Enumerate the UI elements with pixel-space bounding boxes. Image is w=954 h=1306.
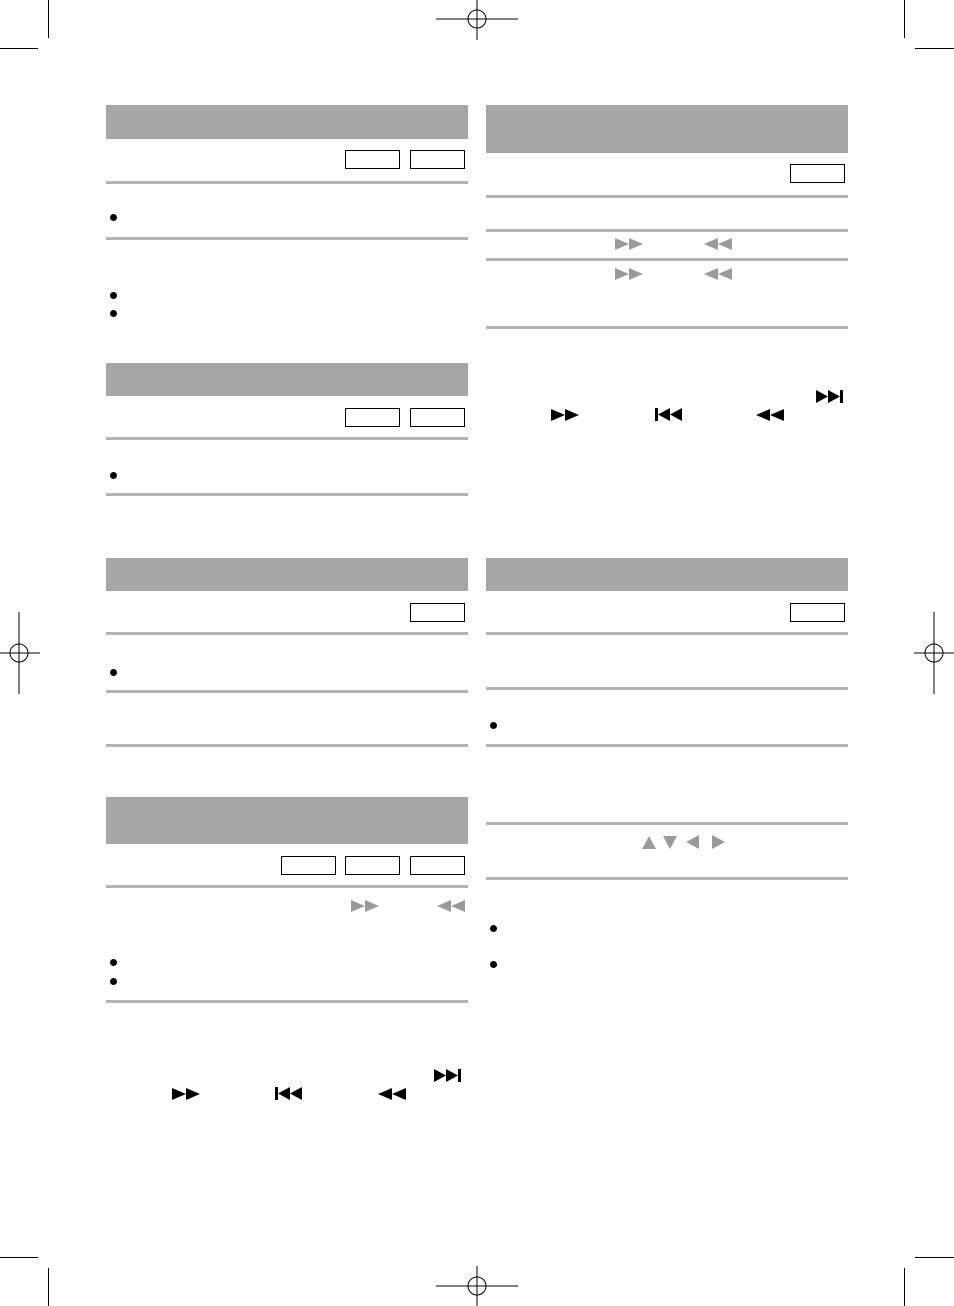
divider bbox=[486, 632, 848, 635]
section-header bbox=[106, 558, 468, 591]
bullet bbox=[110, 310, 117, 317]
cursor-up-icon bbox=[642, 836, 656, 849]
divider bbox=[106, 885, 468, 888]
fast-forward-icon bbox=[615, 238, 644, 250]
section-header bbox=[106, 105, 468, 139]
divider bbox=[106, 690, 468, 693]
disc-type-box bbox=[281, 856, 336, 875]
divider bbox=[486, 326, 848, 329]
divider bbox=[106, 493, 468, 496]
disc-type-box bbox=[790, 164, 845, 183]
section-header bbox=[486, 105, 848, 153]
disc-type-box bbox=[345, 856, 400, 875]
crop-mark bbox=[904, 0, 905, 38]
registration-mark-icon bbox=[436, 0, 518, 40]
bullet bbox=[490, 961, 497, 968]
crop-mark bbox=[0, 48, 38, 49]
divider bbox=[106, 181, 468, 184]
divider bbox=[106, 1000, 468, 1003]
divider bbox=[106, 237, 468, 240]
disc-type-box bbox=[410, 408, 465, 427]
crop-mark bbox=[48, 0, 49, 38]
fast-forward-icon bbox=[615, 268, 644, 280]
crop-mark bbox=[904, 1268, 905, 1306]
fast-forward-icon bbox=[172, 1088, 201, 1100]
divider bbox=[486, 877, 848, 880]
bullet bbox=[110, 292, 117, 299]
divider bbox=[486, 744, 848, 747]
skip-previous-icon bbox=[655, 408, 683, 421]
crop-mark bbox=[0, 1257, 38, 1258]
section-header bbox=[106, 363, 468, 396]
divider bbox=[486, 229, 848, 232]
section-header bbox=[486, 558, 848, 591]
fast-reverse-icon bbox=[378, 1088, 407, 1100]
registration-mark-icon bbox=[0, 612, 40, 694]
divider bbox=[106, 632, 468, 635]
cursor-down-icon bbox=[663, 836, 677, 849]
divider bbox=[486, 822, 848, 825]
crop-mark bbox=[915, 1257, 954, 1258]
fast-forward-icon bbox=[351, 900, 380, 912]
bullet bbox=[110, 669, 117, 676]
divider bbox=[486, 195, 848, 198]
fast-reverse-icon bbox=[704, 238, 733, 250]
disc-type-box bbox=[410, 603, 465, 622]
bullet bbox=[110, 959, 117, 966]
bullet bbox=[490, 722, 497, 729]
bullet bbox=[490, 925, 497, 932]
divider bbox=[486, 687, 848, 690]
fast-reverse-icon bbox=[437, 900, 466, 912]
skip-previous-icon bbox=[275, 1087, 303, 1100]
section-header bbox=[106, 797, 468, 844]
divider bbox=[486, 258, 848, 261]
skip-next-icon bbox=[434, 1069, 462, 1082]
fast-reverse-icon bbox=[704, 268, 733, 280]
disc-type-box bbox=[345, 150, 400, 169]
divider bbox=[106, 437, 468, 440]
fast-reverse-icon bbox=[756, 409, 785, 421]
disc-type-box bbox=[790, 603, 845, 622]
fast-forward-icon bbox=[551, 409, 580, 421]
cursor-right-icon bbox=[712, 835, 725, 849]
bullet bbox=[110, 214, 117, 221]
skip-next-icon bbox=[816, 390, 844, 403]
crop-mark bbox=[915, 48, 954, 49]
disc-type-box bbox=[410, 150, 465, 169]
cursor-left-icon bbox=[686, 835, 699, 849]
crop-mark bbox=[48, 1268, 49, 1306]
disc-type-box bbox=[345, 408, 400, 427]
registration-mark-icon bbox=[436, 1266, 518, 1306]
bullet bbox=[110, 472, 117, 479]
bullet bbox=[110, 978, 117, 985]
registration-mark-icon bbox=[914, 612, 954, 694]
divider bbox=[106, 744, 468, 747]
disc-type-box bbox=[410, 856, 465, 875]
